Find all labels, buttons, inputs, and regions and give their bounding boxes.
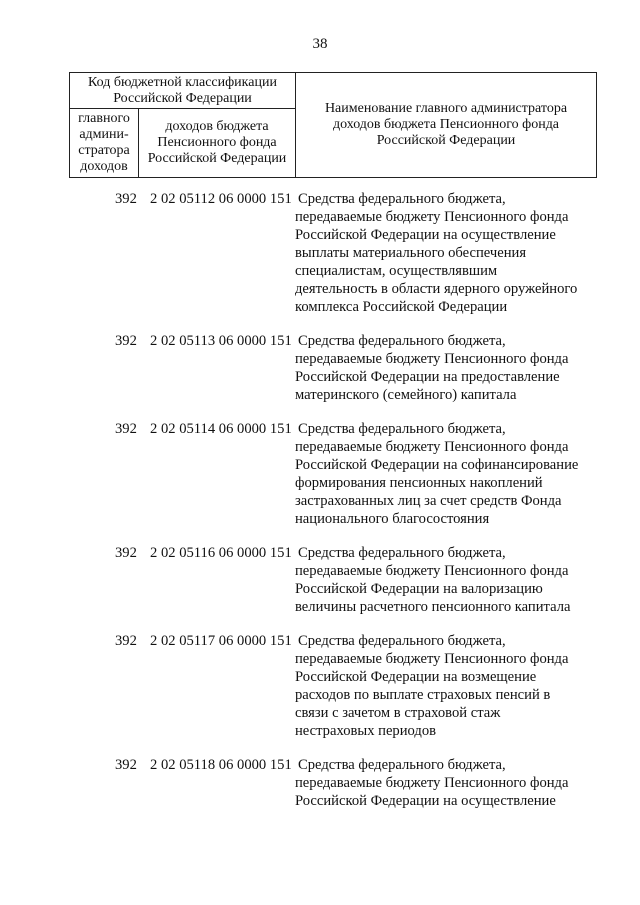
- entry-description: [295, 756, 595, 810]
- description-line: Средства федерального бюджета,: [298, 545, 506, 561]
- description-line: нестраховых периодов: [295, 723, 437, 739]
- description-line: застрахованных лиц за счет средств Фонда: [295, 493, 562, 509]
- entry-description: [295, 420, 595, 528]
- admin-code: 392: [115, 333, 137, 349]
- income-code: 2 02 05116 06 0000 151: [150, 545, 292, 561]
- description-line: Средства федерального бюджета,: [298, 333, 506, 349]
- income-code: 2 02 05117 06 0000 151: [150, 633, 292, 649]
- name-col-line: Наименование главного администратора: [324, 101, 568, 116]
- entry-row: [0, 544, 640, 616]
- admin-code: 392: [115, 633, 137, 649]
- description-line: передаваемые бюджету Пенсионного фонда: [295, 209, 569, 225]
- description-line: передаваемые бюджету Пенсионного фонда: [295, 563, 569, 579]
- admin-code: 392: [115, 545, 137, 561]
- classification-title-line: Код бюджетной классификации: [88, 74, 277, 90]
- description-line: передаваемые бюджету Пенсионного фонда: [295, 651, 569, 667]
- description-line: комплекса Российской Федерации: [295, 299, 508, 315]
- entry-row: [0, 332, 640, 404]
- description-line: формирования пенсионных накоплений: [295, 475, 543, 491]
- admin-col-line: доходов: [80, 159, 128, 174]
- entry-row: [0, 420, 640, 528]
- entries-list: [0, 190, 640, 826]
- admin-code: 392: [115, 191, 137, 207]
- description-line: Российской Федерации на осуществление: [295, 793, 556, 809]
- income-col-line: Российской Федерации: [147, 151, 287, 166]
- entry-description: [295, 632, 595, 740]
- description-line: Средства федерального бюджета,: [298, 757, 506, 773]
- income-column-header: [139, 109, 296, 177]
- description-line: Российской Федерации на предоставление: [295, 369, 560, 385]
- income-code: 2 02 05113 06 0000 151: [150, 333, 292, 349]
- description-line: Российской Федерации на валоризацию: [295, 581, 543, 597]
- entry-row: [0, 632, 640, 740]
- header-table: [69, 72, 597, 178]
- name-col-line: доходов бюджета Пенсионного фонда: [332, 117, 560, 132]
- income-code: 2 02 05118 06 0000 151: [150, 757, 292, 773]
- name-col-line: Российской Федерации: [376, 133, 516, 148]
- name-column-header: [296, 73, 596, 177]
- classification-title-cell: [70, 73, 296, 109]
- description-line: специалистам, осуществлявшим: [295, 263, 498, 279]
- admin-col-line: главного: [78, 111, 130, 126]
- income-code: 2 02 05114 06 0000 151: [150, 421, 292, 437]
- description-line: Средства федерального бюджета,: [298, 421, 506, 437]
- admin-code: 392: [115, 757, 137, 773]
- description-line: выплаты материального обеспечения: [295, 245, 527, 261]
- description-line: передаваемые бюджету Пенсионного фонда: [295, 351, 569, 367]
- entry-row: [0, 756, 640, 810]
- admin-column-header: [70, 109, 139, 177]
- entry-description: [295, 190, 595, 316]
- description-line: деятельность в области ядерного оружейного: [295, 281, 578, 297]
- description-line: материнского (семейного) капитала: [295, 387, 517, 403]
- entry-description: [295, 332, 595, 404]
- income-col-line: Пенсионного фонда: [157, 135, 277, 150]
- description-line: Средства федерального бюджета,: [298, 191, 506, 207]
- description-line: национального благосостояния: [295, 511, 490, 527]
- income-code: 2 02 05112 06 0000 151: [150, 191, 292, 207]
- admin-code: 392: [115, 421, 137, 437]
- description-line: Российской Федерации на возмещение: [295, 669, 537, 685]
- entry-description: [295, 544, 595, 616]
- description-line: Российской Федерации на софинансирование: [295, 457, 579, 473]
- page-number: 38: [312, 36, 328, 52]
- description-line: передаваемые бюджету Пенсионного фонда: [295, 439, 569, 455]
- description-line: расходов по выплате страховых пенсий в: [295, 687, 551, 703]
- admin-col-line: стратора: [78, 143, 130, 158]
- description-line: передаваемые бюджету Пенсионного фонда: [295, 775, 569, 791]
- income-col-line: доходов бюджета: [165, 119, 269, 134]
- entry-row: [0, 190, 640, 316]
- classification-title-line: Российской Федерации: [113, 90, 252, 106]
- admin-col-line: админи-: [79, 127, 129, 142]
- description-line: связи с зачетом в страховой стаж: [295, 705, 501, 721]
- description-line: величины расчетного пенсионного капитала: [295, 599, 571, 615]
- description-line: Российской Федерации на осуществление: [295, 227, 556, 243]
- description-line: Средства федерального бюджета,: [298, 633, 506, 649]
